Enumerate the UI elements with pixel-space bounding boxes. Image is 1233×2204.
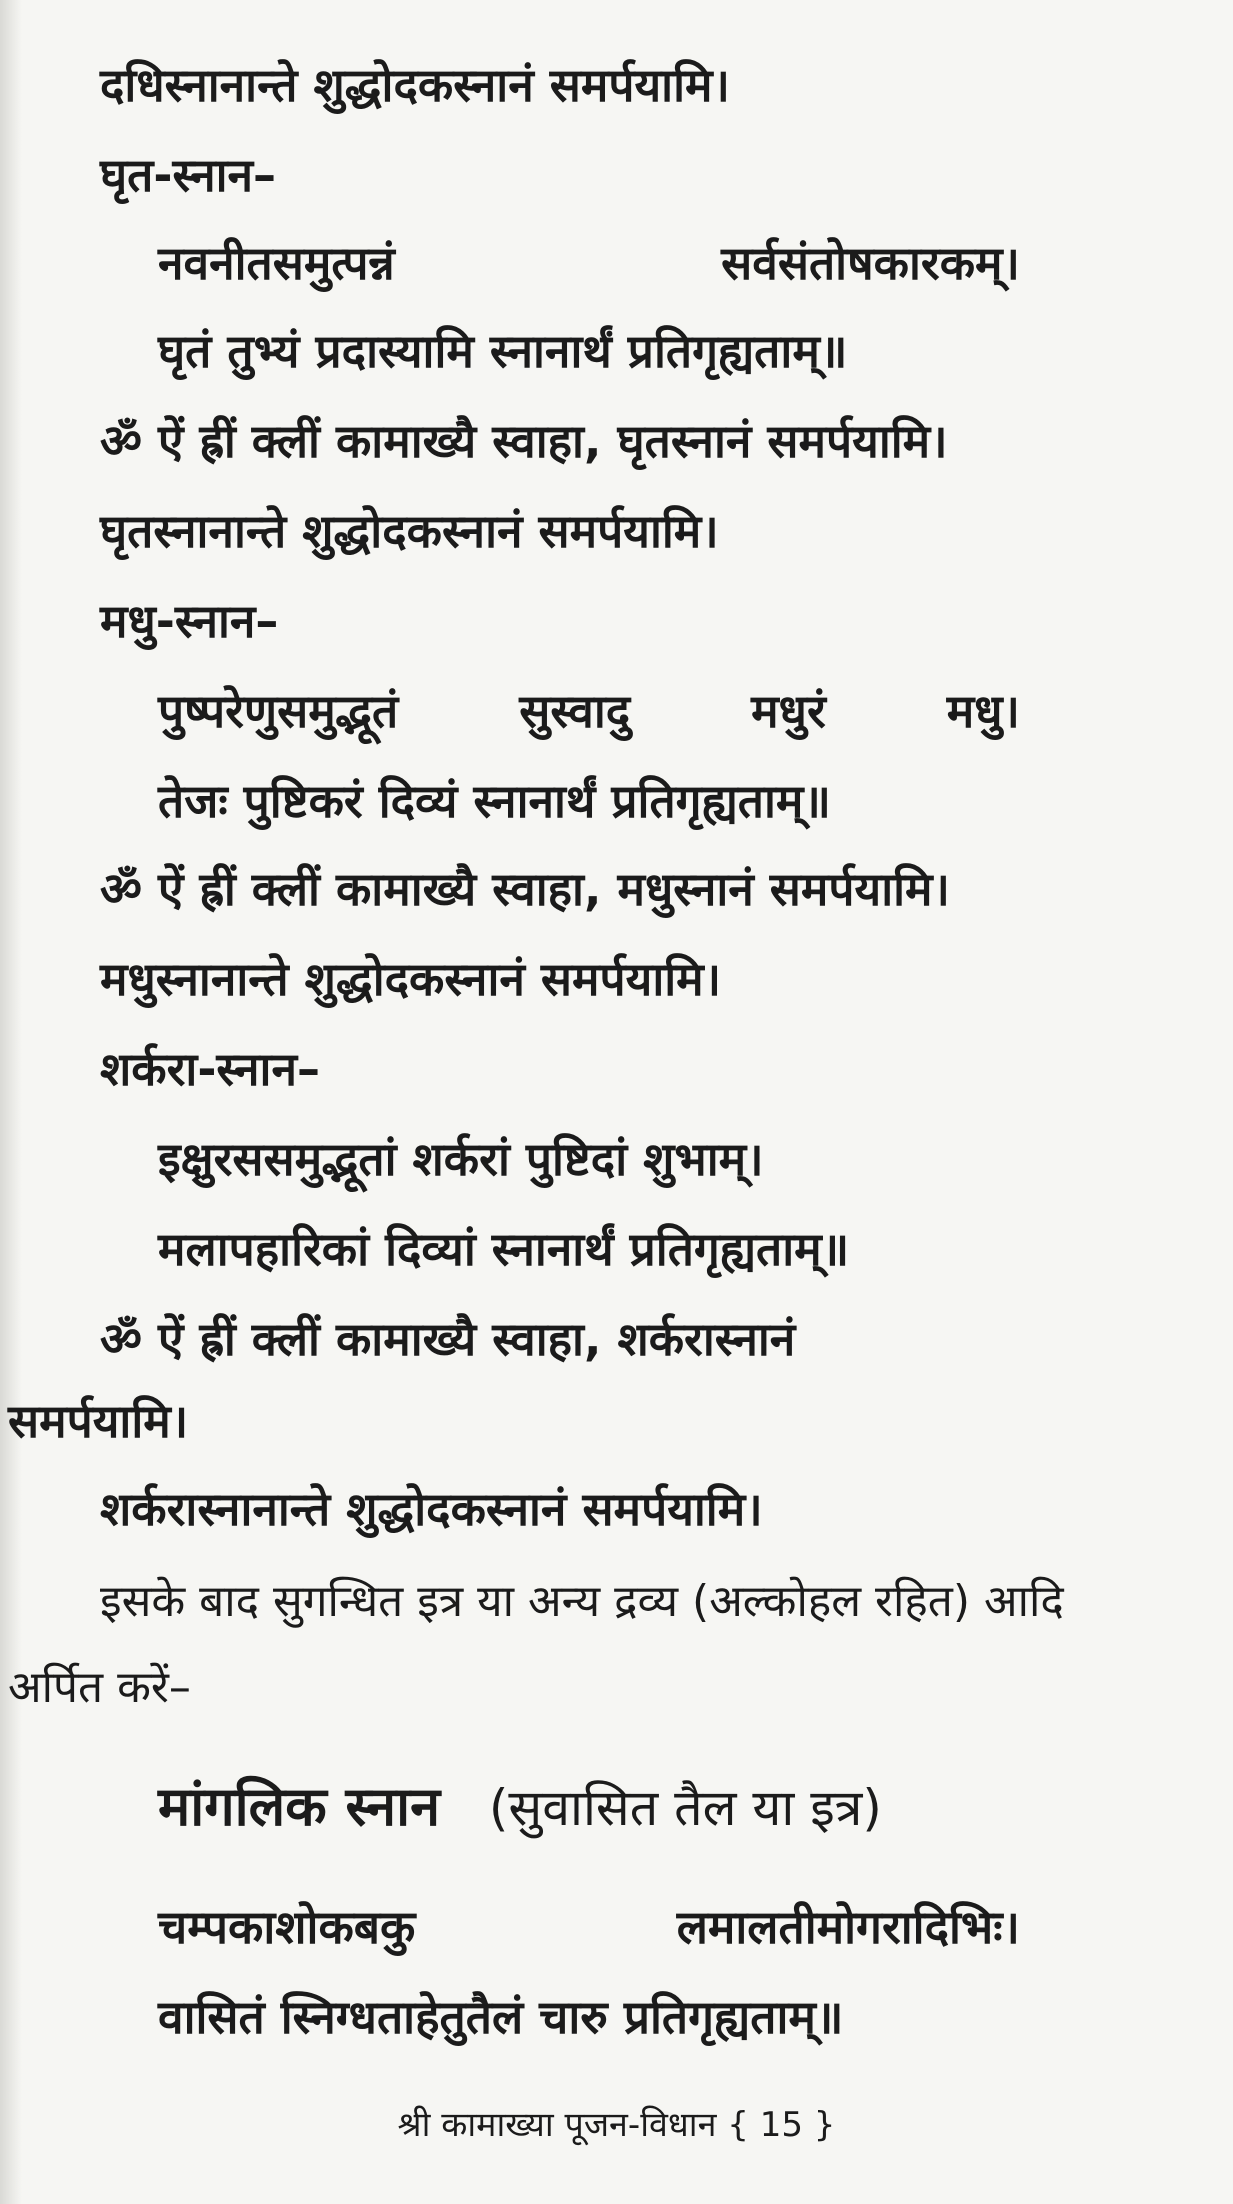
- mantra-text: ॐ ऐं ह्रीं क्लीं कामाख्यै स्वाहा, शर्करास्नानं: [100, 1312, 796, 1366]
- text-line: घृतस्नानान्ते शुद्धोदकस्नानं समर्पयामि।: [100, 504, 719, 558]
- verse-line: [158, 1900, 1020, 1954]
- mantra-line: ॐ ऐं ह्रीं क्लीं कामाख्यै स्वाहा, मधुस्नानं समर्पयामि।: [100, 862, 950, 916]
- mantra-line: [100, 1312, 1202, 1366]
- verse-line: मलापहारिकां दिव्यां स्नानार्थं प्रतिगृह्यताम्॥: [158, 1222, 850, 1276]
- verse-line: [158, 684, 1020, 738]
- verse-word: मधुरं: [751, 684, 826, 738]
- verse-word: नवनीतसमुत्पन्नं: [158, 236, 395, 290]
- text-line: मधुस्नानान्ते शुद्धोदकस्नानं समर्पयामि।: [100, 952, 722, 1006]
- mantra-line: ॐ ऐं ह्रीं क्लीं कामाख्यै स्वाहा, घृतस्नानं समर्पयामि।: [100, 414, 948, 468]
- section-heading-mangalik-snan: [158, 1775, 882, 1838]
- text-line: शर्करास्नानान्ते शुद्धोदकस्नानं समर्पयामि।: [100, 1482, 763, 1536]
- text-line-continued: समर्पयामि।: [8, 1394, 189, 1448]
- page-footer: श्री कामाख्या पूजन-विधान { 15 }: [397, 2105, 836, 2145]
- verse-word: मधु।: [946, 684, 1020, 738]
- text-line: दधिस्नानान्ते शुद्धोदकस्नानं समर्पयामि।: [100, 58, 730, 112]
- instruction-line-continued: अर्पित करें–: [8, 1662, 191, 1713]
- section-heading-ghrit-snan: घृत-स्नान–: [100, 148, 277, 202]
- heading-subtitle: (सुवासित तैल या इत्र): [488, 1779, 882, 1837]
- verse-word: लमालतीमोगरादिभिः।: [676, 1900, 1020, 1954]
- heading-title: मांगलिक स्नान: [158, 1775, 441, 1838]
- verse-word: सर्वसंतोषकारकम्।: [721, 236, 1020, 290]
- verse-word: पुष्परेणुसमुद्भूतं: [158, 684, 399, 738]
- verse-line: वासितं स्निग्धताहेतुतैलं चारु प्रतिगृह्यताम्॥: [158, 1990, 844, 2044]
- verse-word: सुस्वादु: [519, 684, 631, 738]
- instruction-line: इसके बाद सुगन्धित इत्र या अन्य द्रव्य (अल्कोहल रहित) आदि: [100, 1576, 1064, 1627]
- verse-line: तेजः पुष्टिकरं दिव्यं स्नानार्थं प्रतिगृह्यताम्॥: [158, 774, 831, 828]
- page-edge-shadow: [0, 0, 22, 2204]
- verse-line: घृतं तुभ्यं प्रदास्यामि स्नानार्थं प्रतिगृह्यताम्॥: [158, 324, 848, 378]
- verse-word: चम्पकाशोकबकु: [158, 1900, 416, 1954]
- section-heading-madhu-snan: मधु-स्नान–: [100, 594, 279, 648]
- verse-line: इक्षुरससमुद्भूतां शर्करां पुष्टिदां शुभाम्।: [158, 1132, 764, 1186]
- verse-line: [158, 236, 1020, 290]
- section-heading-sharkara-snan: शर्करा-स्नान–: [100, 1042, 320, 1096]
